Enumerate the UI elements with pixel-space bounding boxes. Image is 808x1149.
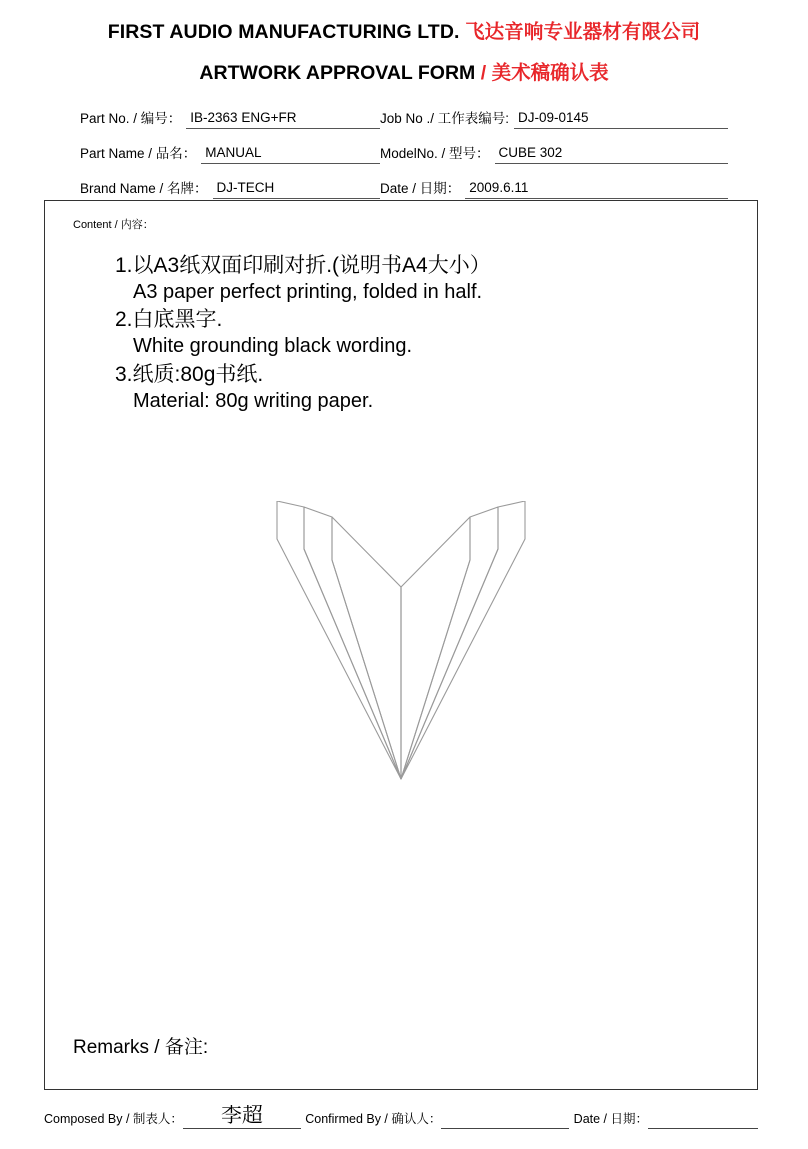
spec-item-3 [115,362,715,414]
remarks-field [73,1032,208,1059]
footer-date-label: Date / 日期： [573,1112,648,1126]
composed-by-label: Composed By / 制表人： [44,1112,183,1126]
part-no-label: Part No. / 编号： [80,111,182,126]
field-confirmed-by [305,1106,569,1129]
meta-row-3 [80,177,728,199]
field-composed-by [44,1105,301,1129]
form-header [0,0,808,85]
model-no-value[interactable]: CUBE 302 [495,145,728,164]
composed-by-signature[interactable]: 李超 [183,1105,301,1129]
job-no-label: Job No ./ 工作表编号: [380,111,510,126]
spec-item-2 [115,307,715,359]
meta-row-2 [80,142,728,164]
company-name-cn: 飞达音响专业器材有限公司 [465,21,701,43]
field-model-no [380,142,728,164]
date-label: Date / 日期： [380,181,461,196]
field-part-name [80,142,380,164]
content-label: Content / 内容： [73,219,154,231]
form-title [0,57,808,85]
meta-row-1 [80,107,728,129]
spec-item-2-en: White grounding black wording. [133,335,413,358]
meta-fields [80,107,728,199]
company-title [0,16,808,44]
field-date [380,177,728,199]
company-name-en: FIRST AUDIO MANUFACTURING LTD. [107,21,460,43]
field-footer-date [574,1106,758,1129]
form-title-en: ARTWORK APPROVAL FORM [199,62,476,84]
field-brand-name [80,177,380,199]
confirmed-by-signature[interactable] [441,1106,569,1129]
brand-name-label: Brand Name / 名牌： [80,181,208,196]
form-title-cn: / 美术稿确认表 [480,62,609,84]
model-no-label: ModelNo. / 型号： [380,146,490,161]
spec-item-3-cn: 3.纸质:80g书纸. [115,362,264,386]
date-value[interactable]: 2009.6.11 [465,180,728,199]
spec-item-1-en: A3 paper perfect printing, folded in half. [133,280,483,303]
confirmed-by-label: Confirmed By / 确认人： [305,1112,442,1126]
field-job-no [380,107,728,129]
part-name-value[interactable]: MANUAL [201,145,380,164]
open-booklet-diagram [271,501,531,786]
spec-item-1 [115,253,715,305]
brand-name-value[interactable]: DJ-TECH [213,180,380,199]
signature-footer [44,1105,758,1129]
part-no-value[interactable]: IB-2363 ENG+FR [186,110,380,129]
spec-item-1-cn: 1.以A3纸双面印刷对折.(说明书A4大小） [115,254,491,277]
job-no-value[interactable]: DJ-09-0145 [514,110,728,129]
remarks-label: Remarks / 备注: [73,1037,209,1058]
content-box [44,200,758,1090]
footer-date-value[interactable] [648,1106,758,1129]
spec-item-3-en: Material: 80g writing paper. [133,389,374,412]
spec-list [115,253,715,416]
spec-item-2-cn: 2.白底黑字. [115,308,223,332]
part-name-label: Part Name / 品名： [80,146,197,161]
field-part-no [80,107,380,129]
